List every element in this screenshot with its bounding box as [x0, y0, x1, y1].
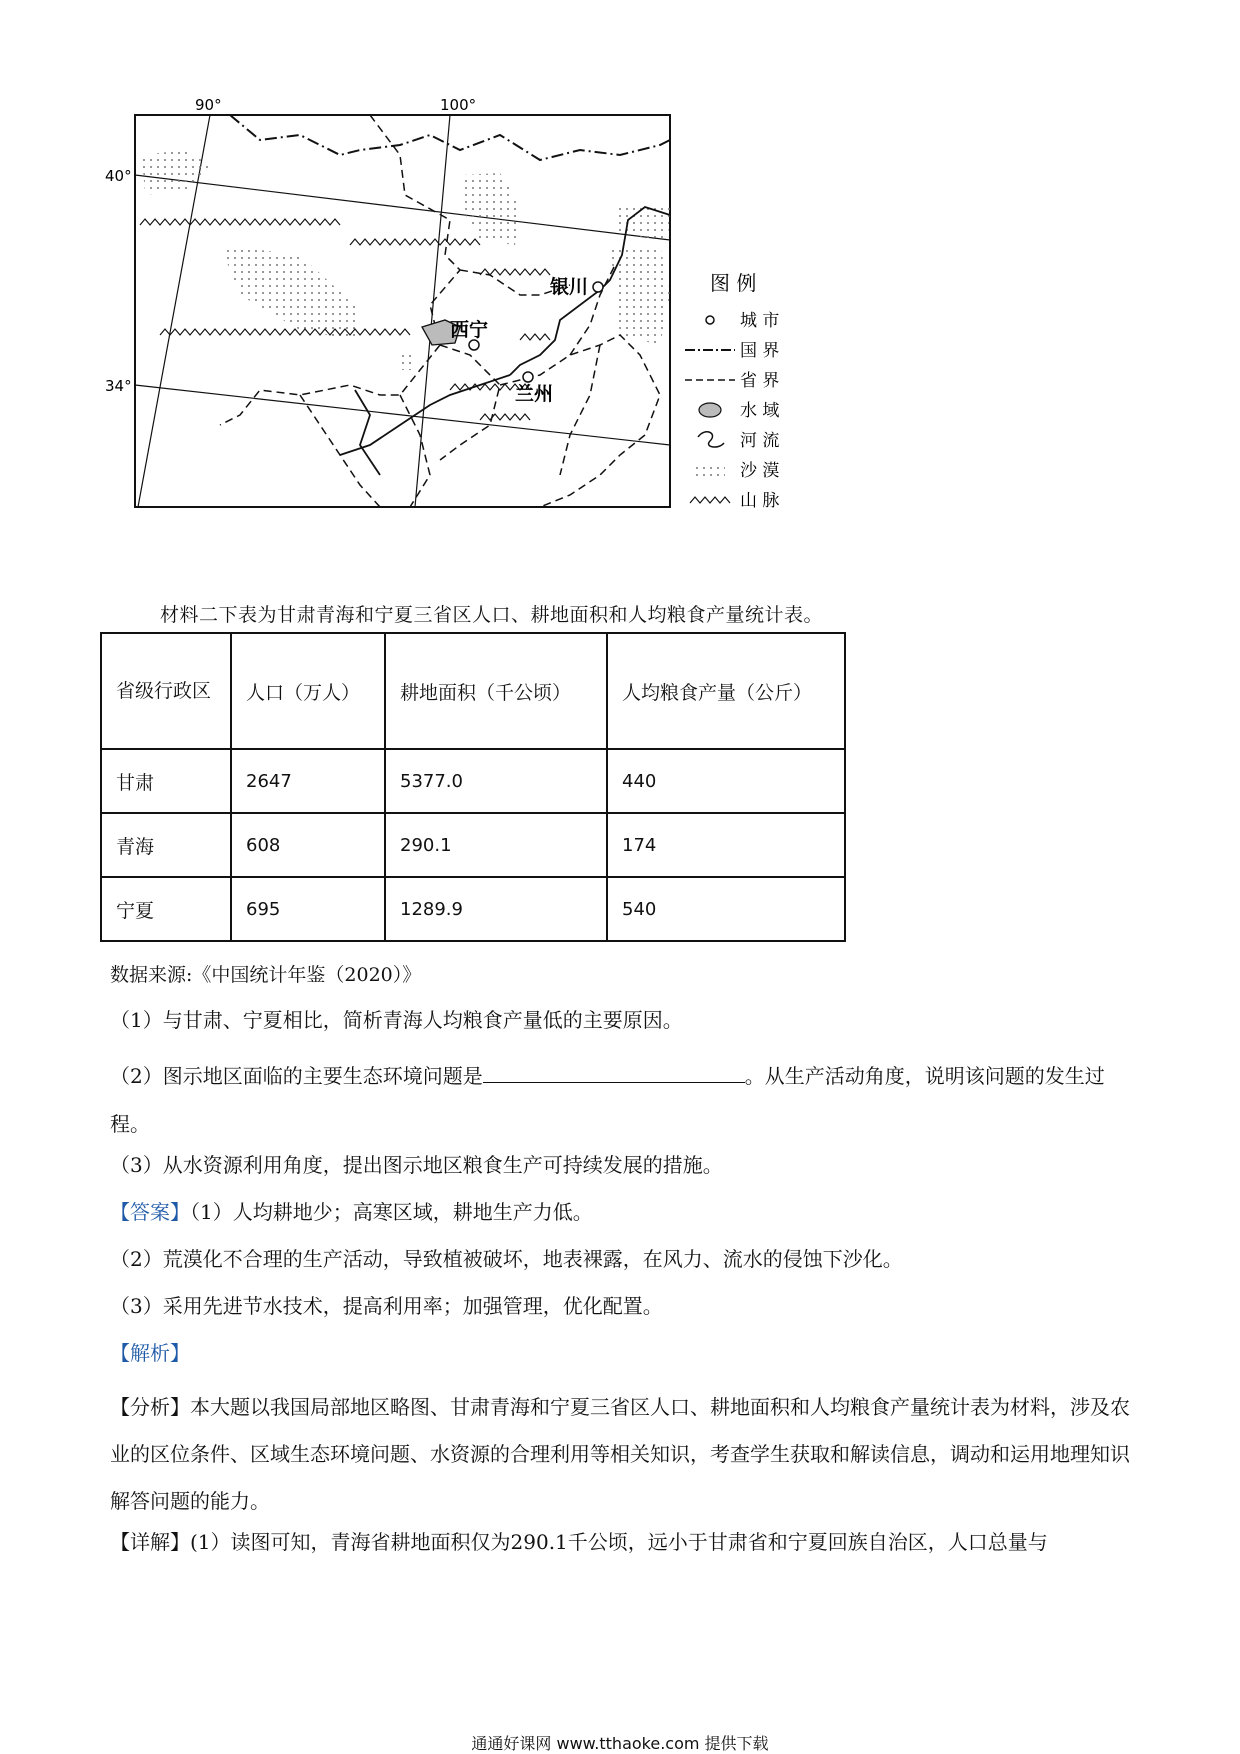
legend-title: 图 例: [710, 271, 757, 295]
question-3: （3）从水资源利用角度，提出图示地区粮食生产可持续发展的措施。: [110, 1153, 723, 1177]
legend-province-border-label: 省 界: [740, 371, 780, 391]
table-cell: 5377.0: [385, 749, 607, 813]
table-cell: 540: [607, 877, 845, 941]
table-header-cell: 人均粮食产量（公斤）: [607, 633, 845, 749]
answer-2: （2）荒漠化不合理的生产活动，导致植被破坏，地表裸露，在风力、流水的侵蚀下沙化。: [110, 1247, 903, 1271]
table-cell: 440: [607, 749, 845, 813]
lat-label-34: 34°: [105, 377, 132, 395]
city-lanzhou-label: 兰州: [515, 383, 554, 405]
legend-mountain-label: 山 脉: [740, 491, 780, 511]
table-cell: 290.1: [385, 813, 607, 877]
answer-1: [110, 1197, 1140, 1227]
table-row: [101, 813, 845, 877]
legend-city-label: 城 市: [740, 311, 780, 331]
legend-river-icon: [698, 432, 724, 447]
answer-tag: 【答案】: [110, 1200, 190, 1224]
city-lanzhou-marker: [523, 372, 533, 382]
city-xining-label: 西宁: [450, 319, 489, 341]
legend-mountain-icon: [690, 497, 730, 503]
question-2-text: （2）图示地区面临的主要生态环境问题是: [110, 1064, 483, 1088]
lon-label-100: 100°: [440, 96, 477, 114]
answer-3: （3）采用先进节水技术，提高利用率；加强管理，优化配置。: [110, 1294, 663, 1318]
national-border: [230, 115, 670, 160]
table-cell: 2647: [231, 749, 385, 813]
table-cell: 1289.9: [385, 877, 607, 941]
legend-water-label: 水 域: [740, 401, 780, 421]
parallel-34: [135, 385, 670, 445]
legend-river-label: 河 流: [740, 431, 780, 451]
table-cell: 695: [231, 877, 385, 941]
table-row: [101, 877, 845, 941]
legend-national-border-label: 国 界: [740, 341, 780, 361]
statistics-table: [100, 632, 846, 942]
meridian-100: [415, 115, 450, 507]
map-legend: [685, 271, 779, 511]
answer-1-text: （1）人均耕地少；高寒区域，耕地生产力低。: [190, 1200, 593, 1224]
data-source: 数据来源:《中国统计年鉴（2020）》: [110, 964, 422, 986]
table-row: [101, 749, 845, 813]
legend-city-icon: [706, 316, 714, 324]
answer-blank[interactable]: [483, 1062, 745, 1083]
table-cell: 甘肃: [101, 749, 231, 813]
legend-desert-label: 沙 漠: [740, 461, 780, 481]
table-cell: 174: [607, 813, 845, 877]
question-1: （1）与甘肃、宁夏相比，简析青海人均粮食产量低的主要原因。: [110, 1008, 683, 1032]
question-2-text-cont: 。从生产活动角度，说明该问题的发生过程。: [110, 1064, 1105, 1136]
region-map: [100, 95, 920, 575]
table-cell: 宁夏: [101, 877, 231, 941]
lon-label-90: 90°: [195, 96, 222, 114]
city-xining-marker: [469, 340, 479, 350]
table-cell: 青海: [101, 813, 231, 877]
question-2: [110, 1052, 1140, 1148]
desert-areas: [142, 150, 670, 370]
legend-desert-icon: [695, 462, 725, 476]
table-header-cell: 人口（万人）: [231, 633, 385, 749]
xiangjie-tag: 【详解】: [110, 1530, 190, 1554]
detail-paragraph: [110, 1527, 1140, 1557]
fenxi-text: 本大题以我国局部地区略图、甘肃青海和宁夏三省区人口、耕地面积和人均粮食产量统计表为材料，涉及农业的区位条件、区域生态环境问题、水资源的合理利用等相关知识，考查学生获取和解读信息，调动和运用地理知识解答问题的能力。: [110, 1395, 1130, 1513]
analysis-tag: 【解析】: [110, 1341, 190, 1365]
table-cell: 608: [231, 813, 385, 877]
table-caption: 材料二下表为甘肃青海和宁夏三省区人口、耕地面积和人均粮食产量统计表。: [160, 604, 824, 626]
city-yinchuan-marker: [593, 282, 603, 292]
fenxi-tag: 【分析】: [110, 1395, 190, 1419]
table-header-cell: 省级行政区: [101, 633, 231, 749]
xiangjie-text: (1）读图可知，青海省耕地面积仅为290.1千公顷，远小于甘肃省和宁夏回族自治区，人口总量与: [190, 1530, 1048, 1554]
city-yinchuan-label: 银川: [550, 276, 589, 298]
page-footer: 通通好课网 www.tthaoke.com 提供下载: [471, 1734, 769, 1753]
parallel-40: [135, 175, 670, 240]
lat-label-40: 40°: [105, 167, 132, 185]
table-header-row: [101, 633, 845, 749]
legend-water-icon: [699, 403, 721, 417]
table-header-cell: 耕地面积（千公顷）: [385, 633, 607, 749]
analysis-paragraph: [110, 1384, 1140, 1525]
